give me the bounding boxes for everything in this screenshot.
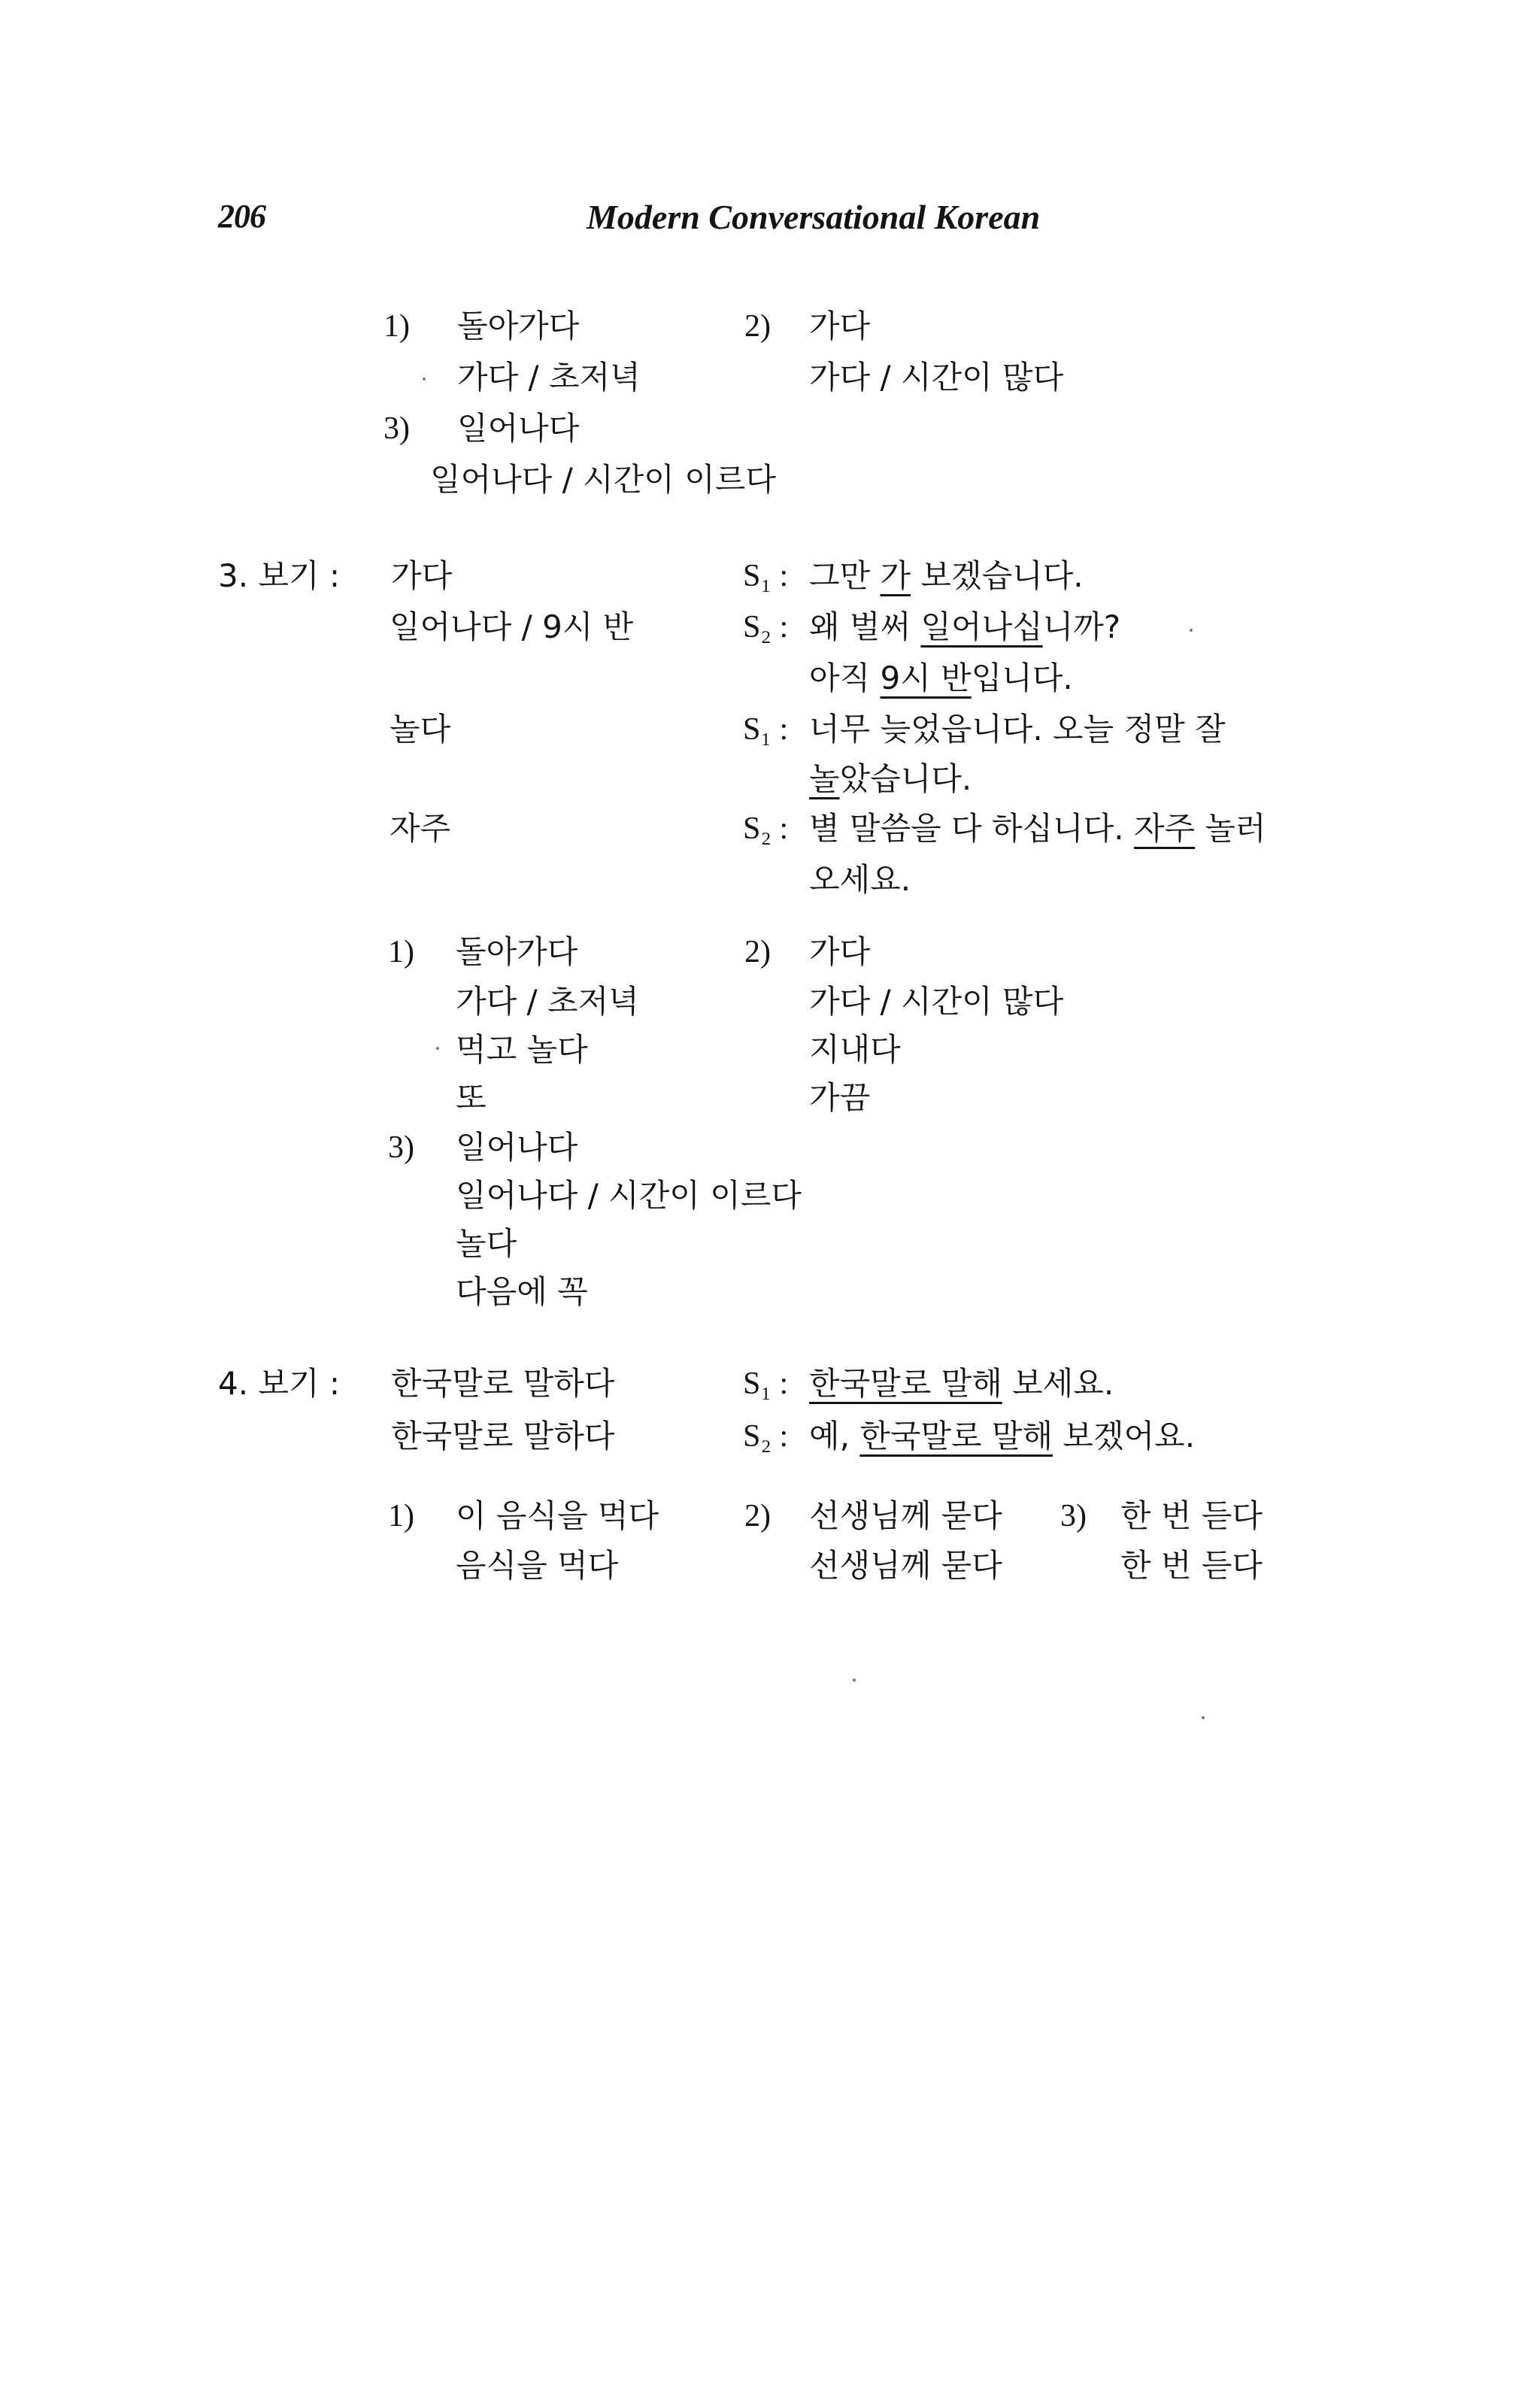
scan-speck xyxy=(1202,1716,1205,1719)
running-header xyxy=(0,197,1540,257)
dialogue-line: 오세요. xyxy=(809,861,911,898)
item-sub: 가다 / 초저녁 xyxy=(456,983,639,1020)
item-sub: 가다 / 시간이 많다 xyxy=(809,983,1064,1020)
scan-speck xyxy=(853,1679,856,1682)
item-sub: 선생님께 묻다 xyxy=(809,1547,1002,1584)
dialogue-line: 그만 가 보겠습니다. xyxy=(809,557,1084,594)
exercise-label: 4. 보기 : xyxy=(218,1365,341,1402)
speaker-label: S₁ : xyxy=(743,559,789,593)
dialogue-line: 놀았습니다. xyxy=(809,760,972,797)
item-number: 1) xyxy=(388,935,414,969)
dialogue-line: 한국말로 말해 보세요. xyxy=(809,1365,1114,1402)
item-word: 선생님께 묻다 xyxy=(809,1497,1002,1534)
scan-speck xyxy=(1190,629,1193,632)
item-word: 가다 xyxy=(809,308,871,344)
item-number: 1) xyxy=(388,1499,414,1533)
speaker-label: S₂ : xyxy=(743,811,789,846)
item-sub: 가끔 xyxy=(809,1079,871,1116)
item-sub: 놀다 xyxy=(456,1225,517,1262)
item-word: 돌아가다 xyxy=(457,308,580,344)
item-sub: 일어나다 / 시간이 이르다 xyxy=(430,461,776,498)
cue-word: 놀다 xyxy=(390,711,451,748)
cue-word: 자주 xyxy=(390,810,451,847)
item-sub: 또 xyxy=(456,1079,487,1116)
speaker-label: S₁ : xyxy=(743,1366,789,1401)
item-sub: 다음에 꼭 xyxy=(456,1273,588,1310)
book-title: Modern Conversational Korean xyxy=(587,198,1041,236)
cue-word: 일어나다 / 9시 반 xyxy=(390,608,634,645)
dialogue-line: 너무 늦었읍니다. 오늘 정말 잘 xyxy=(809,711,1226,748)
scan-speck xyxy=(423,378,426,381)
page-number: 206 xyxy=(218,198,265,235)
item-sub: 일어나다 / 시간이 이르다 xyxy=(456,1177,802,1214)
item-number: 3) xyxy=(388,1130,414,1165)
item-number: 2) xyxy=(744,1499,771,1533)
cue-word: 한국말로 말하다 xyxy=(391,1365,615,1402)
exercise-label: 3. 보기 : xyxy=(218,557,341,594)
item-word: 돌아가다 xyxy=(456,933,578,970)
item-sub: 음식을 먹다 xyxy=(456,1547,619,1584)
item-number: 1) xyxy=(383,309,410,344)
item-word: 한 번 듣다 xyxy=(1120,1497,1263,1534)
dialogue-line: 왜 벌써 일어나십니까? xyxy=(809,608,1121,645)
dialogue-line: 별 말씀을 다 하십니다. 자주 놀러 xyxy=(809,810,1266,847)
speaker-label: S₂ : xyxy=(743,1419,789,1454)
item-word: 가다 xyxy=(809,933,871,970)
cue-word: 한국말로 말하다 xyxy=(391,1418,615,1454)
item-number: 2) xyxy=(744,935,771,969)
speaker-label: S₁ : xyxy=(743,712,789,747)
dialogue-line: 예, 한국말로 말해 보겠어요. xyxy=(809,1418,1196,1454)
item-number: 3) xyxy=(383,411,410,446)
item-sub: 가다 / 초저녁 xyxy=(457,359,641,396)
item-sub: 먹고 놀다 xyxy=(456,1031,588,1068)
scan-speck xyxy=(436,1047,439,1050)
item-sub: 지내다 xyxy=(809,1031,901,1068)
item-word: 이 음식을 먹다 xyxy=(456,1497,659,1534)
speaker-label: S₂ : xyxy=(743,610,789,645)
item-sub: 가다 / 시간이 많다 xyxy=(809,359,1064,396)
item-number: 3) xyxy=(1060,1499,1087,1533)
item-word: 일어나다 xyxy=(456,1129,578,1166)
item-word: 일어나다 xyxy=(457,410,580,447)
item-number: 2) xyxy=(744,309,771,344)
cue-word: 가다 xyxy=(391,557,453,594)
item-sub: 한 번 듣다 xyxy=(1120,1547,1263,1584)
dialogue-line: 아직 9시 반입니다. xyxy=(809,660,1073,696)
